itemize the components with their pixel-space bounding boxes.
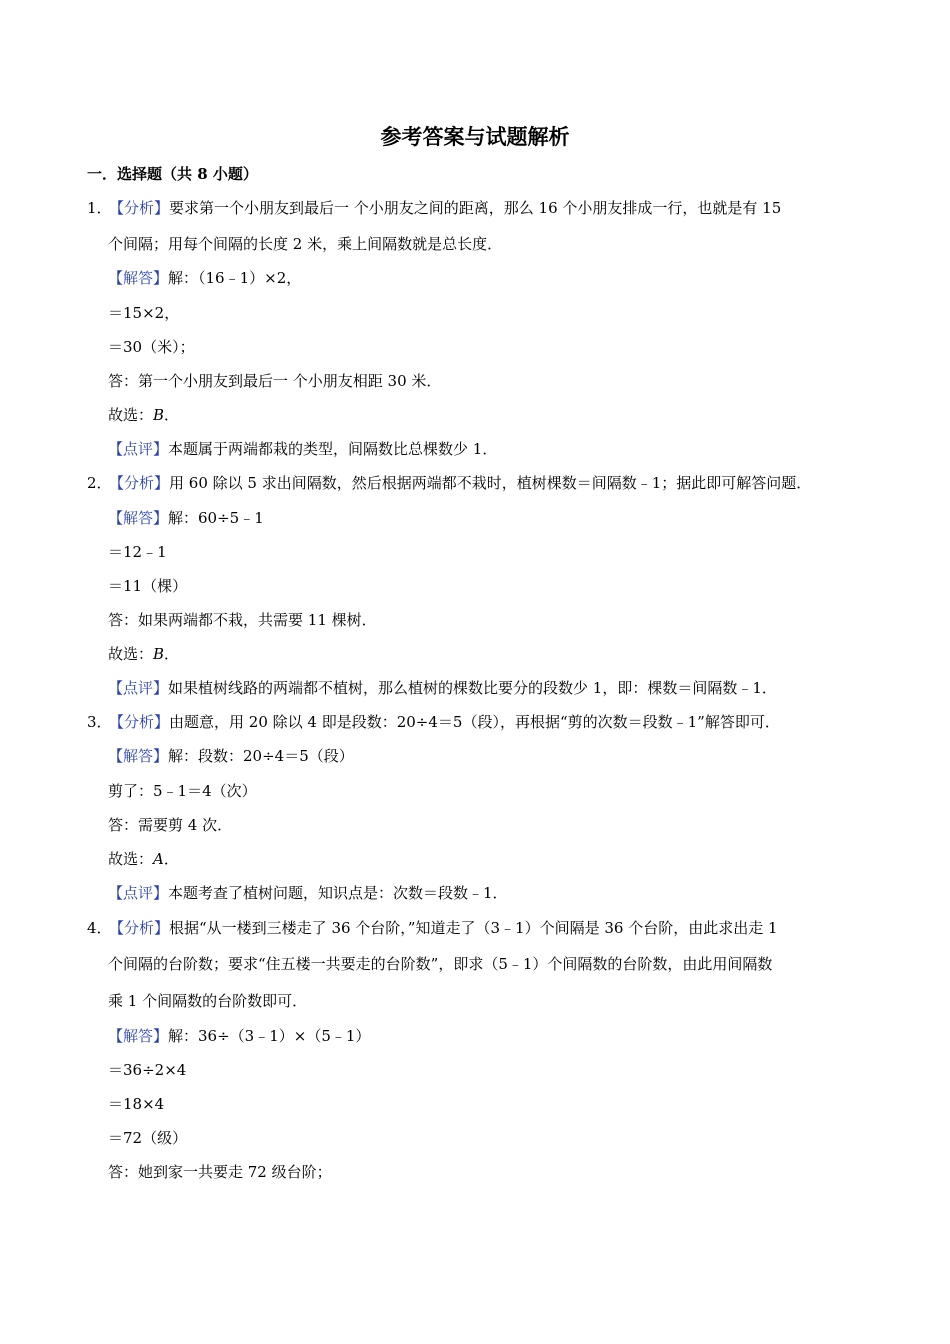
question-4-analysis-line-2: 个间隔的台阶数；要求“住五楼一共要走的台阶数”，即求（5﹣1）个间隔数的台阶数，由此用间隔数 — [108, 955, 773, 973]
analysis-tag: 【分析】 — [109, 919, 170, 937]
question-4-step: ＝18×4 — [108, 1095, 165, 1113]
question-1-analysis-line-2: 个间隔；用每个间隔的长度 2 米，乘上间隔数就是总长度． — [108, 235, 503, 253]
solution-tag: 【解答】 — [108, 509, 169, 527]
question-number: 4． — [87, 919, 112, 937]
solution-tag: 【解答】 — [108, 747, 169, 765]
question-4-answer: 答：她到家一共要走 72 级台阶； — [108, 1163, 332, 1181]
solution-tag: 【解答】 — [108, 269, 169, 287]
question-1-step: ＝30（米）； — [108, 338, 195, 356]
question-4-analysis-line-3: 乘 1 个间隔数的台阶数即可． — [108, 992, 308, 1010]
solution-tag: 【解答】 — [108, 1027, 169, 1045]
question-4-analysis-line-1: 4．【分析】根据“从一楼到三楼走了 36 个台阶，”知道走了（3﹣1）个间隔是 36 个台阶，由此求出走 1 — [87, 919, 778, 937]
question-2-analysis-line-1: 2．【分析】用 60 除以 5 求出间隔数，然后根据两端都不栽时，植树棵数＝间隔数﹣1；据此即可解答问题． — [87, 474, 812, 492]
question-4-step: ＝36÷2×4 — [108, 1061, 187, 1079]
question-3-step: 剪了：5﹣1＝4（次） — [108, 782, 257, 800]
analysis-tag: 【分析】 — [109, 199, 170, 217]
analysis-tag: 【分析】 — [109, 474, 170, 492]
question-3-analysis-line-1: 3．【分析】由题意，用 20 除以 4 即是段数：20÷4＝5（段），再根据“剪的次数＝段数﹣1”解答即可． — [87, 713, 780, 731]
question-2-solution: 【解答】解：60÷5﹣1 — [108, 509, 264, 527]
question-number: 2． — [87, 474, 112, 492]
analysis-tag: 【分析】 — [109, 713, 170, 731]
question-1-comment: 【点评】本题属于两端都栽的类型，间隔数比总棵数少 1． — [108, 440, 498, 458]
question-1-answer: 答：第一个小朋友到最后一 个小朋友相距 30 米． — [108, 372, 442, 390]
question-1-analysis-line-1: 1．【分析】要求第一个小朋友到最后一 个小朋友之间的距离，那么 16 个小朋友排成一行，也就是有 15 — [87, 199, 782, 217]
comment-tag: 【点评】 — [108, 679, 169, 697]
question-3-solution: 【解答】解：段数：20÷4＝5（段） — [108, 747, 354, 765]
question-number: 1． — [87, 199, 112, 217]
question-2-step: ＝12﹣1 — [108, 543, 167, 561]
comment-tag: 【点评】 — [108, 884, 169, 902]
question-4-solution: 【解答】解：36÷（3﹣1）×（5﹣1） — [108, 1027, 371, 1045]
question-3-answer: 答：需要剪 4 次． — [108, 816, 233, 834]
question-2-choice: 故选：B． — [108, 645, 180, 663]
question-3-comment: 【点评】本题考查了植树问题，知识点是：次数＝段数﹣1． — [108, 884, 508, 902]
question-4-step: ＝72（级） — [108, 1129, 188, 1147]
question-1-step: ＝15×2， — [108, 304, 180, 322]
comment-tag: 【点评】 — [108, 440, 169, 458]
question-3-choice: 故选：A． — [108, 850, 179, 868]
question-1-solution: 【解答】解：（16﹣1）×2， — [108, 269, 302, 287]
question-number: 3． — [87, 713, 112, 731]
page-title: 参考答案与试题解析 — [380, 124, 570, 149]
question-2-comment: 【点评】如果植树线路的两端都不植树，那么植树的棵数比要分的段数少 1，即：棵数＝间隔数﹣1． — [108, 679, 777, 697]
section-heading: 一．选择题（共 8 小题） — [87, 165, 258, 183]
question-1-choice: 故选：B． — [108, 406, 180, 424]
question-2-step: ＝11（棵） — [108, 577, 188, 595]
question-2-answer: 答：如果两端都不栽，共需要 11 棵树． — [108, 611, 377, 629]
